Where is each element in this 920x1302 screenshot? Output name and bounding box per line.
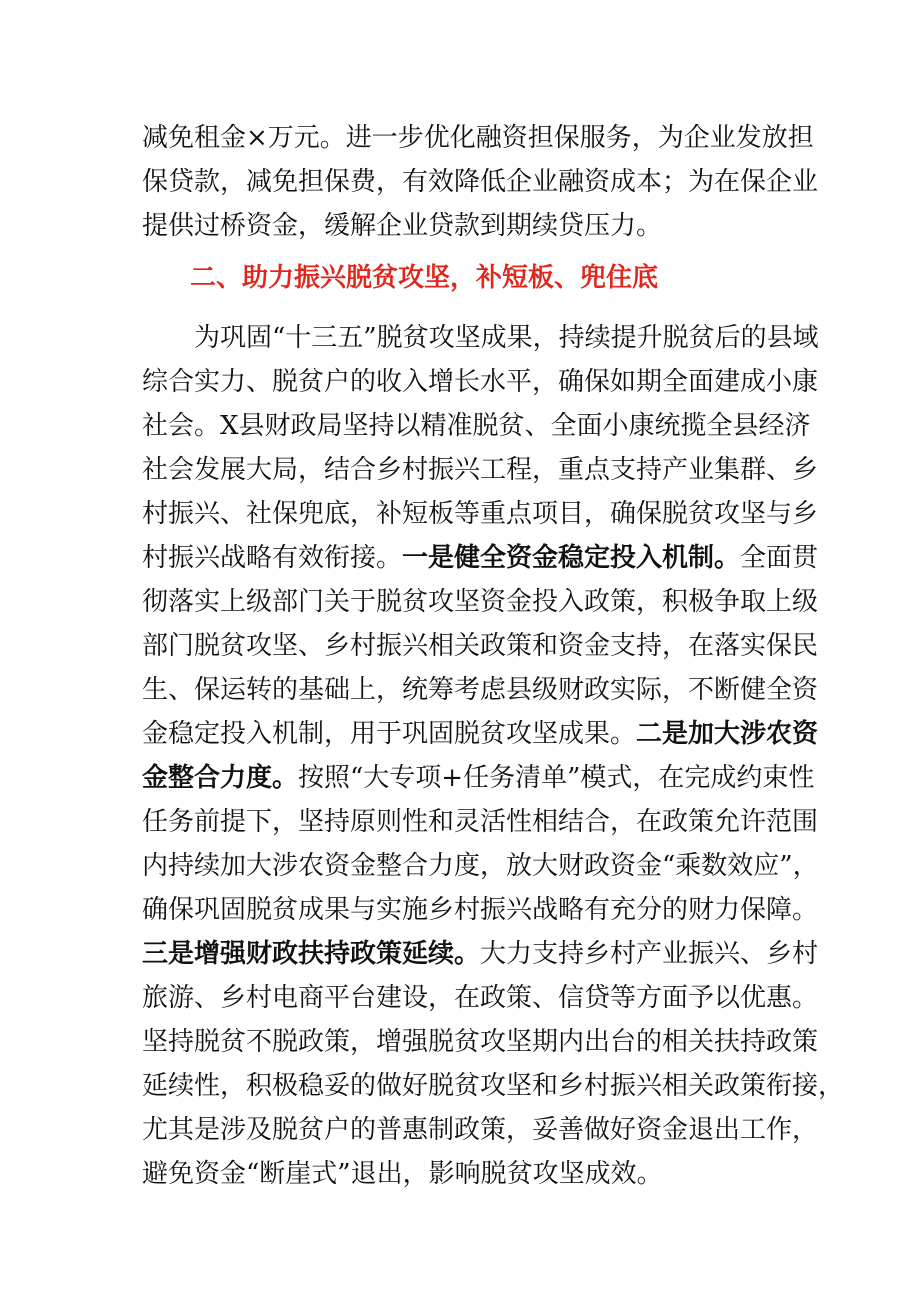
- text-line: 内持续加大涉农资金整合力度，放大财政资金“乘数效应”，: [142, 851, 819, 881]
- text-line: [142, 932, 819, 976]
- text-run: 全面贯: [740, 543, 819, 573]
- text-run: 村振兴战略有效衔接。: [142, 543, 403, 573]
- text-line: 坚持脱贫不脱政策，增强脱贫攻坚期内出台的相关扶持政策: [142, 1027, 819, 1057]
- text-line: 综合实力、脱贫户的收入增长水平，确保如期全面建成小康: [142, 367, 819, 397]
- text-line: [142, 756, 815, 800]
- text-line: 旅游、乡村电商平台建设，在政策、信贷等方面予以优惠。: [142, 983, 819, 1013]
- bold-key-point-3: 三是增强财政扶持政策延续。: [142, 939, 481, 969]
- text-line: 社会发展大局，结合乡村振兴工程，重点支持产业集群、乡: [142, 455, 819, 485]
- text-line: 彻落实上级部门关于脱贫攻坚资金投入政策，积极争取上级: [142, 587, 819, 617]
- text-line: 社会。X县财政局坚持以精准脱贫、全面小康统揽全县经济: [142, 411, 811, 441]
- text-line: 确保巩固脱贫成果与实施乡村振兴战略有充分的财力保障。: [142, 895, 819, 925]
- text-line: 保贷款，减免担保费，有效降低企业融资成本；为在保企业: [142, 167, 819, 197]
- text-line: 提供过桥资金，缓解企业贷款到期续贷压力。: [142, 211, 663, 241]
- paragraph-financing-guarantee: [142, 116, 819, 248]
- text-run: 按照“大专项+任务清单”模式，在完成约束性: [298, 763, 815, 793]
- text-line: 尤其是涉及脱贫户的普惠制政策，妥善做好资金退出工作，: [142, 1115, 819, 1145]
- bold-key-point-2: 二是加大涉农资: [636, 719, 819, 749]
- text-line: [142, 536, 819, 580]
- text-line: 减免租金×万元。进一步优化融资担保服务，为企业发放担: [142, 123, 814, 153]
- text-line: 避免资金“断崖式”退出，影响脱贫攻坚成效。: [142, 1159, 663, 1189]
- text-run: 大力支持乡村产业振兴、乡村: [480, 939, 819, 969]
- text-line: 部门脱贫攻坚、乡村振兴相关政策和资金支持，在落实保民: [142, 631, 819, 661]
- bold-key-point-1: 一是健全资金稳定投入机制。: [402, 543, 741, 573]
- paragraph-poverty-alleviation: [142, 316, 845, 1196]
- bold-key-point-2-end: 金整合力度。: [142, 763, 299, 793]
- text-line: 村振兴、社保兜底，补短板等重点项目，确保脱贫攻坚与乡: [142, 499, 819, 529]
- text-line: [142, 712, 819, 756]
- text-line: 任务前提下，坚持原则性和灵活性相结合，在政策允许范围: [142, 807, 819, 837]
- text-line: 延续性，积极稳妥的做好脱贫攻坚和乡村振兴相关政策衔接，: [142, 1071, 845, 1101]
- text-run: 金稳定投入机制，用于巩固脱贫攻坚成果。: [142, 719, 637, 749]
- section-heading: 二、助力振兴脱贫攻坚，补短板、兜住底: [190, 263, 659, 293]
- text-line: 生、保运转的基础上，统筹考虑县级财政实际，不断健全资: [142, 675, 819, 705]
- text-line: 为巩固“十三五”脱贫攻坚成果，持续提升脱贫后的县域: [194, 323, 819, 353]
